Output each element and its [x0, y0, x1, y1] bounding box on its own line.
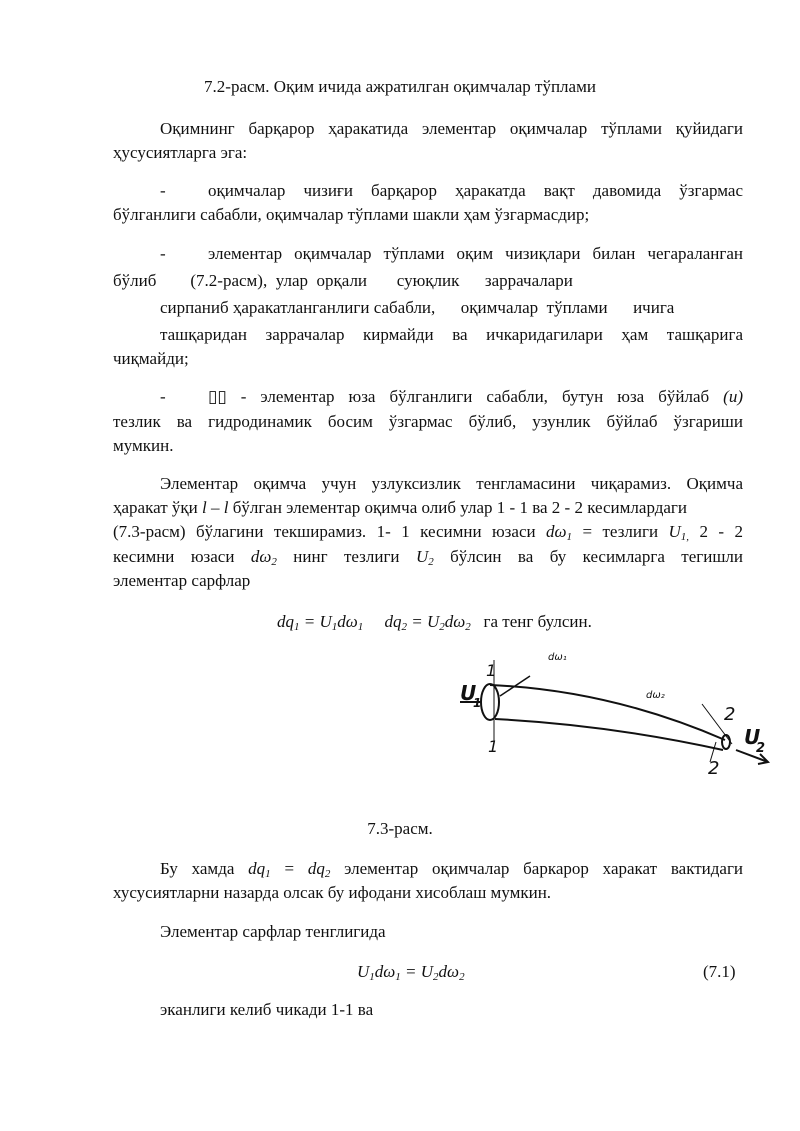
- paragraph-2-line-5: элементар сарфлар: [113, 571, 251, 590]
- paragraph-1-line-2: ҳусусиятларга эга:: [113, 143, 248, 162]
- equation-flow-rates: $dq_1 = U_1d\omega_1$ $dq_2 = U_2d\omega_2$ га тенг булсин.: [277, 612, 592, 633]
- bullet-2-line-5: чиқмайди;: [113, 349, 189, 368]
- bullet-3-line-1: ▯▯ - элементар юза бўлганлиги сабабли, бутун юза бўйлаб (u): [208, 387, 743, 406]
- section-1-ellipse: [481, 684, 499, 720]
- paragraph-2-line-2: ҳаракат ўқи l – l бўлган элементар оқимча олиб улар 1 - 1 ва 2 - 2 кесимлардаги: [113, 498, 687, 517]
- label-section-2-bottom: 2: [708, 758, 720, 779]
- section-2-ellipse: [722, 735, 730, 749]
- bullet-marker: -: [160, 244, 166, 263]
- label-d-omega-1: dω₁: [548, 652, 567, 663]
- stream-tube-figure: [440, 640, 780, 790]
- paragraph-3-line-2: хусусиятларни назарда олсак бу ифодани хисоблаш мумкин.: [113, 883, 552, 902]
- label-d-omega-2: dω₂: [646, 690, 665, 701]
- velocity-symbol-u: (u): [723, 387, 743, 406]
- figure-caption-7-3: 7.3-расм.: [367, 819, 433, 838]
- equation-number: (7.1): [703, 962, 736, 981]
- label-u2-sub: 2: [756, 741, 766, 756]
- stream-tube-upper-line: [490, 685, 725, 740]
- bullet-3-line-2: тезлик ва гидродинамик босим ўзгармас бўлиб, узунлик бўйлаб ўзгариши: [113, 412, 743, 431]
- bullet-2-line-3: сирпаниб ҳаракатланганлиги сабабли, оқимчалар тўплами ичига: [160, 298, 675, 317]
- missing-glyph-symbol: ▯▯: [208, 387, 227, 406]
- stream-tube-lower-line: [495, 719, 723, 750]
- equation-7-1: $U_1d\omega_1 = U_2d\omega_2$: [357, 962, 465, 983]
- label-u2: U: [744, 725, 761, 749]
- label-u1: U: [460, 681, 477, 705]
- figure-caption-7-2: 7.2-расм. Оқим ичида ажратилган оқимчалар тўплами: [204, 77, 596, 96]
- paragraph-4: Элементар сарфлар тенглигида: [160, 922, 386, 941]
- bullet-marker: -: [160, 181, 166, 200]
- bullet-2-line-1: элементар оқимчалар тўплами оқим чизиқлари билан чегараланган: [208, 244, 743, 263]
- paragraph-5: эканлиги келиб чикади 1-1 ва: [160, 1000, 374, 1019]
- label-u1-sub: 1: [473, 696, 482, 710]
- bullet-3-line-3: мумкин.: [113, 436, 174, 455]
- bullet-1-line-1: оқимчалар чизиғи барқарор ҳаракатда вақт давомида ўзгармас: [208, 181, 743, 200]
- paragraph-2-line-1: Элементар оқимча учун узлуксизлик тенгламасини чиқарамиз. Оқимча: [160, 474, 743, 493]
- paragraph-2-line-4: кесимни юзаси $d\omega_2$ нинг тезлиги $U_2$ бўлсин ва бу кесимларга тегишли: [113, 547, 743, 568]
- label-section-1-top: 1: [486, 661, 497, 680]
- bullet-1-line-2: бўлганлиги сабабли, оқимчалар тўплами шакли ҳам ўзгармасдир;: [113, 205, 590, 224]
- bullet-marker: -: [160, 387, 166, 406]
- paragraph-2-line-3: (7.3-расм) бўлагини текширамиз. 1- 1 кесимни юзаси $d\omega_1$ = тезлиги $U_{1,}$ 2 - 2: [113, 522, 744, 543]
- label-section-1-bottom: 1: [488, 737, 499, 756]
- bullet-2-line-2: бўлиб (7.2-расм), улар орқали суюқлик заррачалари: [113, 271, 573, 290]
- bullet-2-line-4: ташқаридан заррачалар кирмайди ва ичкаридагилари ҳам ташқарига: [160, 325, 743, 344]
- label-section-2-top: 2: [724, 704, 736, 725]
- paragraph-3-line-1: Бу хамда $dq_1 = dq_2$ элементар оқимчалар баркарор харакат вактидаги: [160, 859, 744, 880]
- paragraph-1-line-1: Оқимнинг барқарор ҳаракатида элементар оқимчалар тўплами қуйидаги: [160, 119, 743, 138]
